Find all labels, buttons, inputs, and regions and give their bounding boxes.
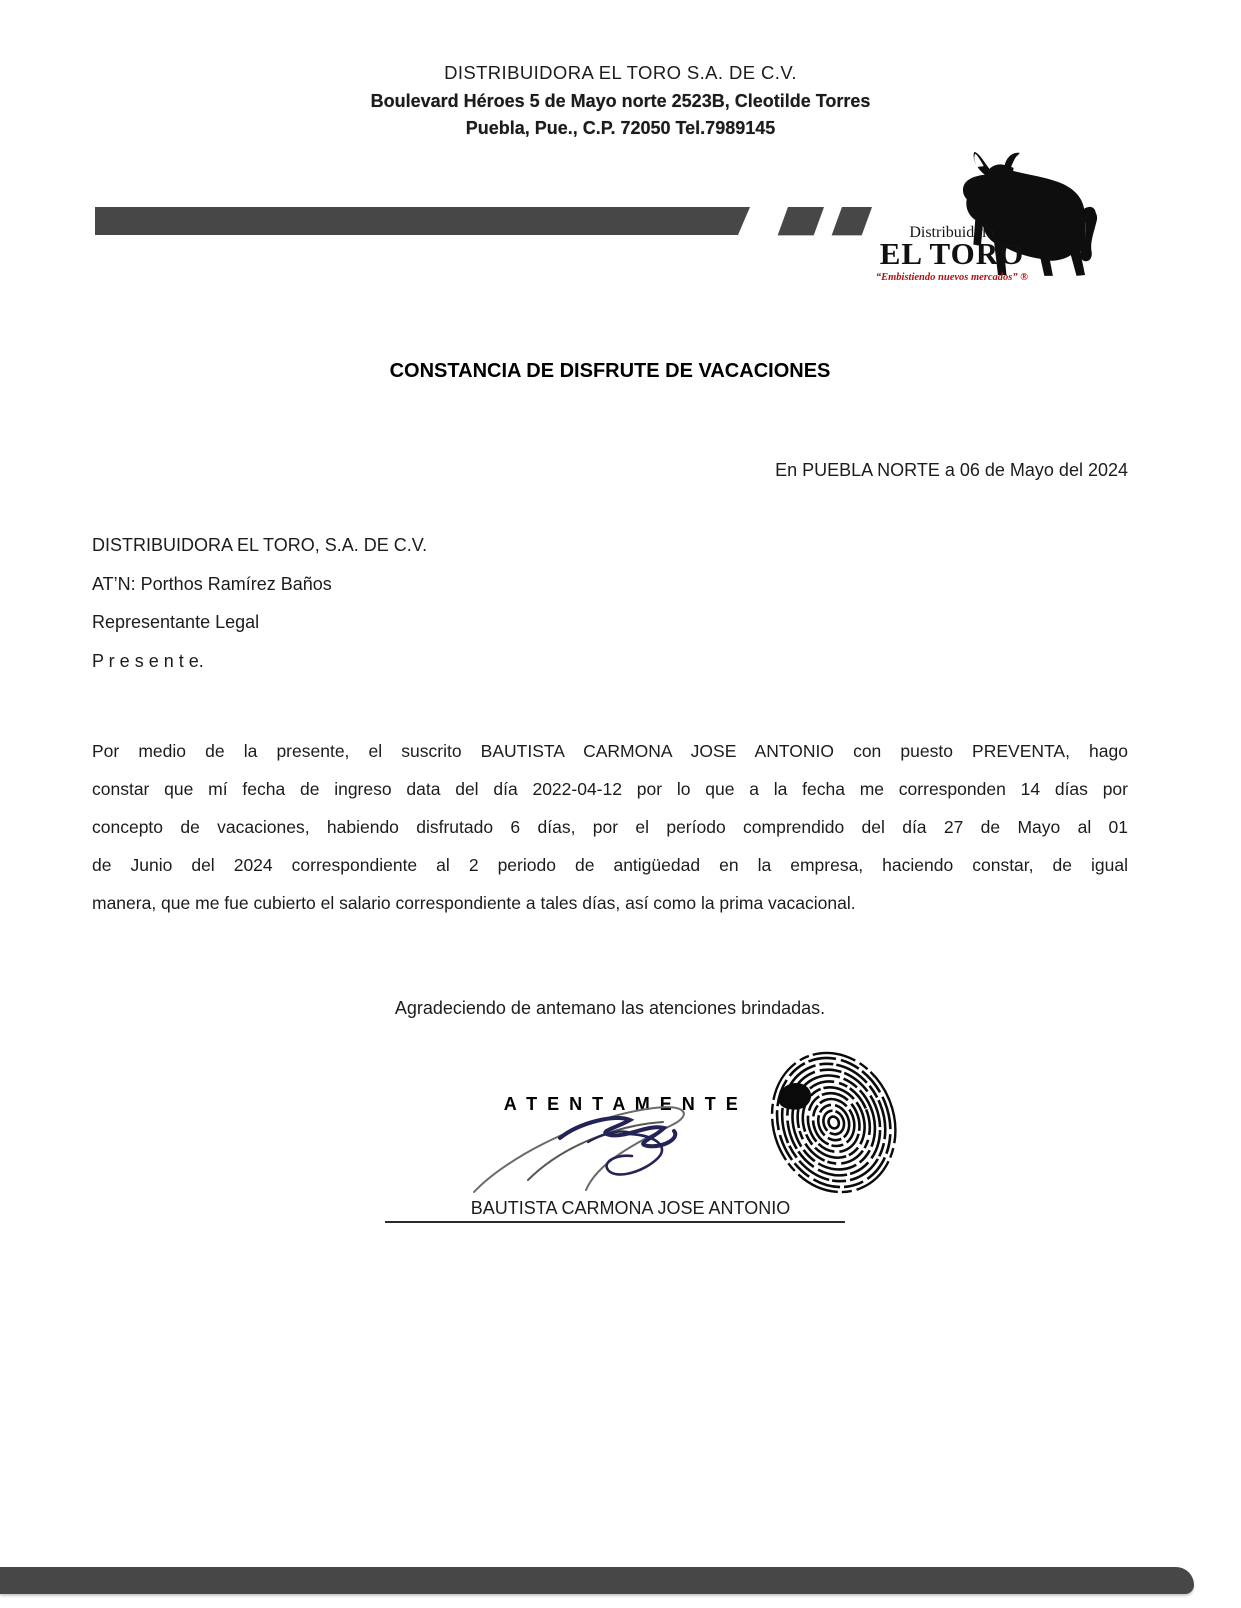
company-city-phone: Puebla, Pue., C.P. 72050 Tel.7989145 — [465, 118, 776, 138]
divider-bar-main — [95, 207, 750, 235]
recipient-role: Representante Legal — [92, 612, 260, 632]
fingerprint-icon — [750, 1028, 902, 1196]
logo-tagline: “Embistiendo nuevos mercados” ® — [875, 272, 1029, 283]
body-line: manera, que me fue cubierto el salario correspondiente a tales días, así como la prima vacacional. — [92, 893, 856, 913]
thanks-line: Agradeciendo de antemano las atenciones brindadas. — [394, 998, 826, 1018]
signature-ink-icon — [468, 1100, 718, 1200]
footer-bar — [0, 1567, 1194, 1594]
letterhead — [0, 58, 1241, 142]
letter-body — [92, 732, 1128, 922]
recipient-block — [92, 526, 792, 680]
letter-title: CONSTANCIA DE DISFRUTE DE VACACIONES — [389, 360, 831, 382]
divider-bar-piece-1 — [778, 207, 824, 235]
signature-line — [385, 1221, 845, 1223]
body-line: concepto de vacaciones, habiendo disfrutado 6 días, por el período comprendido del día 27 de Mayo al 01 — [92, 817, 1128, 837]
body-line: Por medio de la presente, el suscrito BAUTISTA CARMONA JOSE ANTONIO con puesto PREVENTA, hago — [92, 741, 1128, 761]
recipient-salutation: P r e s e n t e. — [92, 650, 204, 671]
body-line: de Junio del 2024 correspondiente al 2 periodo de antigüedad en la empresa, haciendo constar, de igual — [92, 855, 1128, 875]
recipient-company: DISTRIBUIDORA EL TORO, S.A. DE C.V. — [92, 535, 428, 555]
recipient-attention: AT’N: Porthos Ramírez Baños — [92, 573, 332, 594]
logo-brand-text: EL TORO — [879, 236, 1025, 271]
company-logo — [858, 150, 1098, 295]
logo-distribuidora-text: Distribuidora — [909, 224, 995, 241]
company-name: DISTRIBUIDORA EL TORO S.A. DE C.V. — [444, 62, 797, 83]
signatory-name: BAUTISTA CARMONA JOSE ANTONIO — [470, 1198, 791, 1218]
date-line: En PUEBLA NORTE a 06 de Mayo del 2024 — [775, 460, 1128, 480]
closing-salutation: A T E N T A M E N T E — [503, 1094, 741, 1114]
body-line: constar que mí fecha de ingreso data del día 2022-04-12 por lo que a la fecha me corresponden 14 días por — [92, 779, 1128, 799]
company-address: Boulevard Héroes 5 de Mayo norte 2523B, Cleotilde Torres — [370, 91, 871, 111]
